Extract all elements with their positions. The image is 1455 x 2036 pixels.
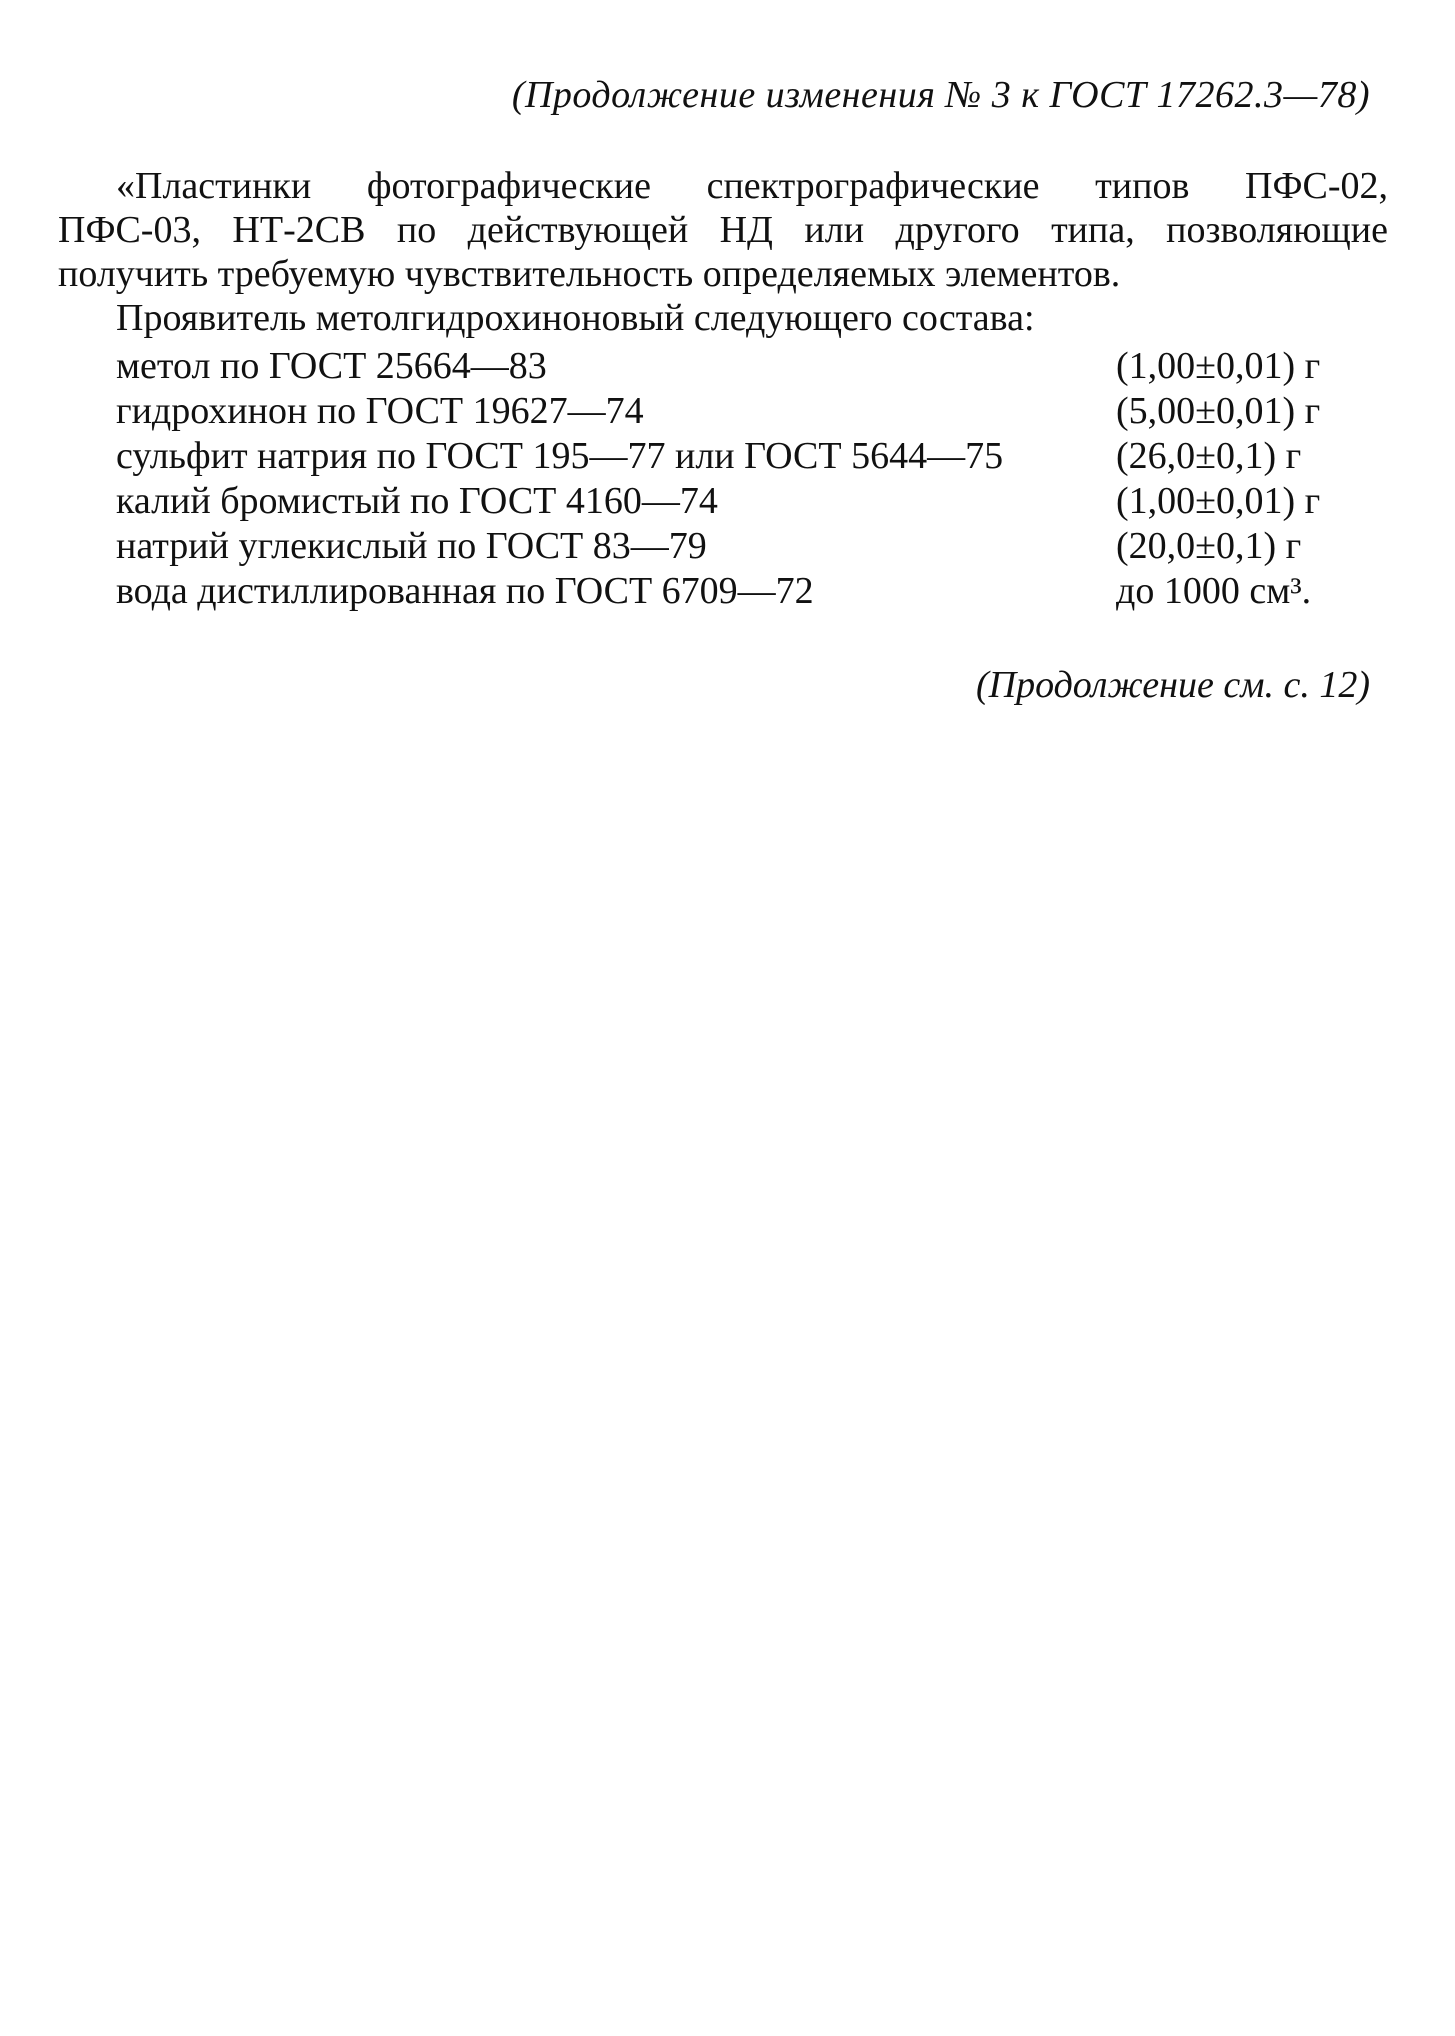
ingredient-row xyxy=(116,389,1356,434)
paragraph-line: ПФС-03, НТ-2СВ по действующей НД или другого типа, позволяющие xyxy=(58,209,1388,251)
ingredient-name: сульфит натрия по ГОСТ 195—77 или ГОСТ 5644—75 xyxy=(116,435,1004,477)
paragraph-line: получить требуемую чувствительность определяемых элементов. xyxy=(58,253,1121,295)
ingredient-amount: (26,0±0,1) г xyxy=(1116,435,1302,477)
ingredient-name: гидрохинон по ГОСТ 19627—74 xyxy=(116,390,644,432)
ingredient-amount: (1,00±0,01) г xyxy=(1116,480,1321,522)
continuation-footer: (Продолжение см. с. 12) xyxy=(975,664,1370,706)
ingredient-row xyxy=(116,524,1356,569)
ingredient-row xyxy=(116,434,1356,479)
ingredient-name: натрий углекислый по ГОСТ 83—79 xyxy=(116,525,707,567)
ingredient-row xyxy=(116,479,1356,524)
ingredient-amount: до 1000 см³. xyxy=(1116,570,1312,612)
ingredient-row xyxy=(116,344,1356,389)
ingredient-name: метол по ГОСТ 25664—83 xyxy=(116,345,547,387)
developer-intro: Проявитель метолгидрохиноновый следующего состава: xyxy=(116,297,1035,339)
continuation-header: (Продолжение изменения № 3 к ГОСТ 17262.3—78) xyxy=(511,74,1370,116)
main-paragraph xyxy=(58,164,1388,340)
ingredient-amount: (5,00±0,01) г xyxy=(1116,390,1321,432)
ingredient-amount: (20,0±0,1) г xyxy=(1116,525,1302,567)
ingredient-amount: (1,00±0,01) г xyxy=(1116,345,1321,387)
ingredient-name: вода дистиллированная по ГОСТ 6709—72 xyxy=(116,570,814,612)
ingredient-list xyxy=(116,344,1356,614)
paragraph-line: «Пластинки фотографические спектрографические типов ПФС-02, xyxy=(116,165,1388,207)
ingredient-name: калий бромистый по ГОСТ 4160—74 xyxy=(116,480,718,522)
ingredient-row xyxy=(116,569,1356,614)
